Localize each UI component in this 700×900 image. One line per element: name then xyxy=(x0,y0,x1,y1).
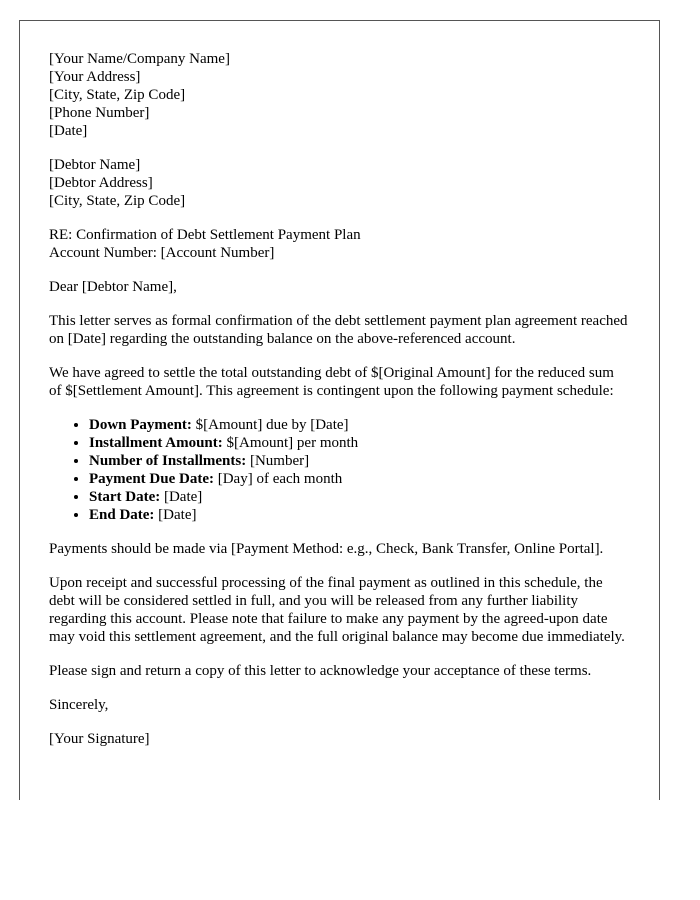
intro-paragraph: This letter serves as formal confirmation of the debt settlement payment plan agreement reached on [Date] regarding the outstanding balance on the above-referenced account. xyxy=(49,313,628,347)
schedule-item-value: [Number] xyxy=(246,453,310,469)
schedule-item-end-date xyxy=(89,506,630,524)
schedule-item-label: Start Date: xyxy=(89,489,161,505)
signature-placeholder: [Your Signature] xyxy=(49,731,150,747)
sender-city-state-zip: [City, State, Zip Code] xyxy=(49,87,186,103)
schedule-item-label: Installment Amount: xyxy=(89,435,223,451)
schedule-item-value: [Date] xyxy=(154,507,197,523)
schedule-item-value: [Date] xyxy=(160,489,203,505)
account-number-line: Account Number: [Account Number] xyxy=(49,245,275,261)
sender-block xyxy=(49,50,630,140)
schedule-item-label: Payment Due Date: xyxy=(89,471,214,487)
payment-schedule-list xyxy=(49,416,630,524)
schedule-item-value: $[Amount] due by [Date] xyxy=(191,417,349,433)
schedule-item-payment-due-date xyxy=(89,470,630,488)
recipient-city-state-zip: [City, State, Zip Code] xyxy=(49,193,186,209)
schedule-item-label: Number of Installments: xyxy=(89,453,247,469)
acknowledge-paragraph: Please sign and return a copy of this letter to acknowledge your acceptance of these terms. xyxy=(49,663,592,679)
schedule-item-label: End Date: xyxy=(89,507,155,523)
recipient-name: [Debtor Name] xyxy=(49,157,141,173)
recipient-block xyxy=(49,156,630,210)
sender-phone: [Phone Number] xyxy=(49,105,150,121)
sender-name: [Your Name/Company Name] xyxy=(49,51,230,67)
payment-method-paragraph: Payments should be made via [Payment Method: e.g., Check, Bank Transfer, Online Portal]. xyxy=(49,541,604,557)
schedule-item-number-of-installments xyxy=(89,452,630,470)
letter-date: [Date] xyxy=(49,123,88,139)
settlement-terms-paragraph: Upon receipt and successful processing of the final payment as outlined in this schedule, the debt will be considered settled in full, and you will be released from any further liability regarding this account. Please note that failure to make any payment by the agreed-upon date may void this settlement agreement, and the full original balance may become due immediately. xyxy=(49,575,625,645)
schedule-item-value: [Day] of each month xyxy=(213,471,343,487)
valediction: Sincerely, xyxy=(49,697,109,713)
letter-page xyxy=(19,20,660,800)
schedule-item-down-payment xyxy=(89,416,630,434)
schedule-item-start-date xyxy=(89,488,630,506)
schedule-item-value: $[Amount] per month xyxy=(222,435,359,451)
agreement-paragraph: We have agreed to settle the total outstanding debt of $[Original Amount] for the reduced sum of $[Settlement Amount]. This agreement is contingent upon the following payment schedule: xyxy=(49,365,614,399)
recipient-address: [Debtor Address] xyxy=(49,175,153,191)
subject-re-line: RE: Confirmation of Debt Settlement Payment Plan xyxy=(49,227,361,243)
schedule-item-installment-amount xyxy=(89,434,630,452)
subject-block xyxy=(49,226,630,262)
schedule-item-label: Down Payment: xyxy=(89,417,192,433)
salutation: Dear [Debtor Name], xyxy=(49,279,177,295)
sender-address: [Your Address] xyxy=(49,69,141,85)
